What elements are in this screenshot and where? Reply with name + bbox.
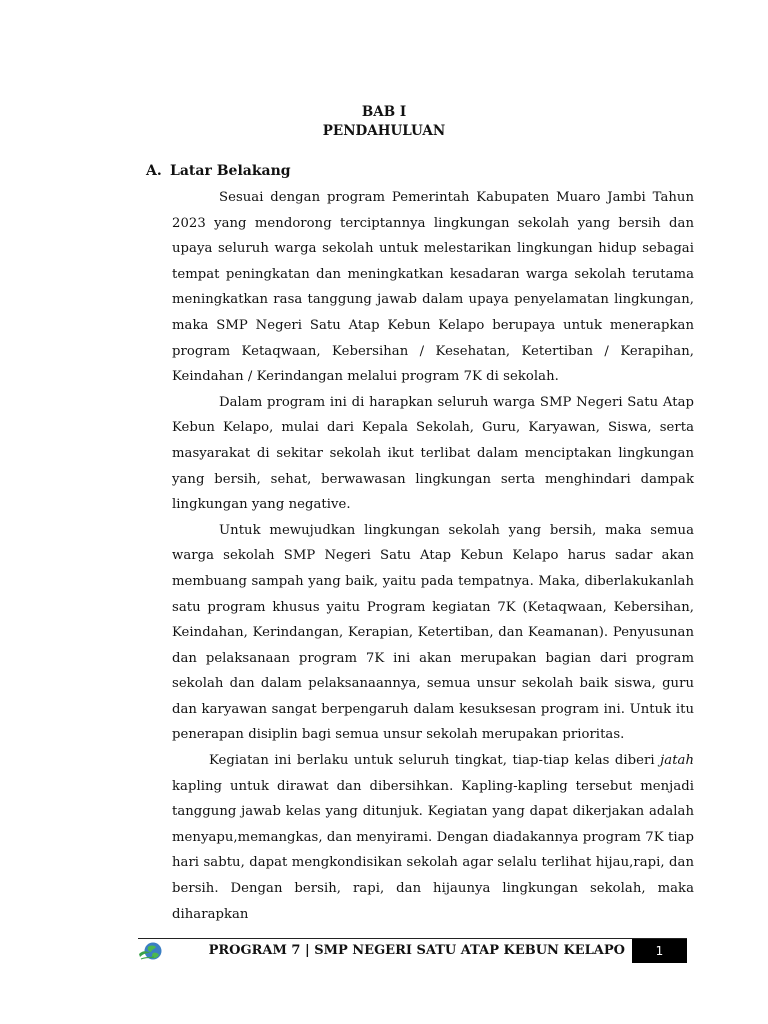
- chapter-title: PENDAHULUAN: [322, 123, 446, 139]
- body-text: [172, 185, 694, 927]
- page-number: 1: [655, 944, 664, 958]
- paragraph-1: Sesuai dengan program Pemerintah Kabupaten Muaro Jambi Tahun 2023 yang mendorong terciptannya lingkungan sekolah yang bersih dan upaya seluruh warga sekolah untuk melestarikan lingkungan hidup sebagai tempat peningkatan dan meningkatkan kesadaran warga sekolah terutama meningkatkan rasa tanggung jawab dalam upaya penyelamatan lingkungan, maka SMP Negeri Satu Atap Kebun Kelapo berupaya untuk menerapkan program Ketaqwaan, Kebersihan / Kesehatan, Ketertiban / Kerapihan, Keindahan / Kerindangan melalui program 7K di sekolah.: [172, 190, 694, 385]
- section-title: Latar Belakang: [170, 163, 291, 179]
- paragraph-3: Untuk mewujudkan lingkungan sekolah yang bersih, maka semua warga sekolah SMP Negeri Satu Atap Kebun Kelapo harus sadar akan membuang sampah yang baik, yaitu pada tempatnya. Maka, diberlakukanlah satu program khusus yaitu Program kegiatan 7K (Ketaqwaan, Kebersihan, Keindahan, Kerindangan, Kerapian, Ketertiban, dan Keamanan). Penyusunan dan pelaksanaan program 7K ini akan merupakan bagian dari program sekolah dan dalam pelaksanaannya, semua unsur sekolah baik siswa, guru dan karyawan sangat berpengaruh dalam kesuksesan program ini. Untuk itu penerapan disiplin bagi semua unsur sekolah merupakan prioritas.: [172, 522, 694, 743]
- section-letter: A.: [146, 163, 162, 179]
- paragraph-4: [172, 748, 694, 927]
- paragraph-4-start: Kegiatan ini berlaku untuk seluruh tingkat, tiap-tiap kelas diberi: [209, 753, 661, 769]
- paragraph-4-end: kapling untuk dirawat dan dibersihkan. Kapling-kapling tersebut menjadi tanggung jawab kelas yang ditunjuk. Kegiatan yang dapat dikerjakan adalah menyapu,memangkas, dan menyirami. Dengan diadakannya program 7K tiap hari sabtu, dapat mengkondisikan sekolah agar selalu terlihat hijau,rapi, dan bersih. Dengan bersih, rapi, dan hijaunya lingkungan sekolah, maka diharapkan: [172, 778, 694, 922]
- chapter-heading: [0, 103, 768, 141]
- paragraph-2: Dalam program ini di harapkan seluruh warga SMP Negeri Satu Atap Kebun Kelapo, mulai dari Kepala Sekolah, Guru, Karyawan, Siswa, serta masyarakat di sekitar sekolah ikut terlibat dalam menciptakan lingkungan yang bersih, sehat, berwawasan lingkungan serta menghindari dampak lingkungan yang negative.: [172, 394, 694, 513]
- paragraph-4-italic-word: jatah: [660, 753, 694, 769]
- footer-title: PROGRAM 7 | SMP NEGERI SATU ATAP KEBUN KELAPO: [208, 943, 625, 958]
- globe-leaf-icon: [138, 940, 164, 962]
- chapter-number: BAB I: [361, 104, 407, 120]
- footer-divider: [138, 938, 687, 939]
- section-heading: [146, 161, 291, 181]
- page-number-box: [632, 939, 687, 963]
